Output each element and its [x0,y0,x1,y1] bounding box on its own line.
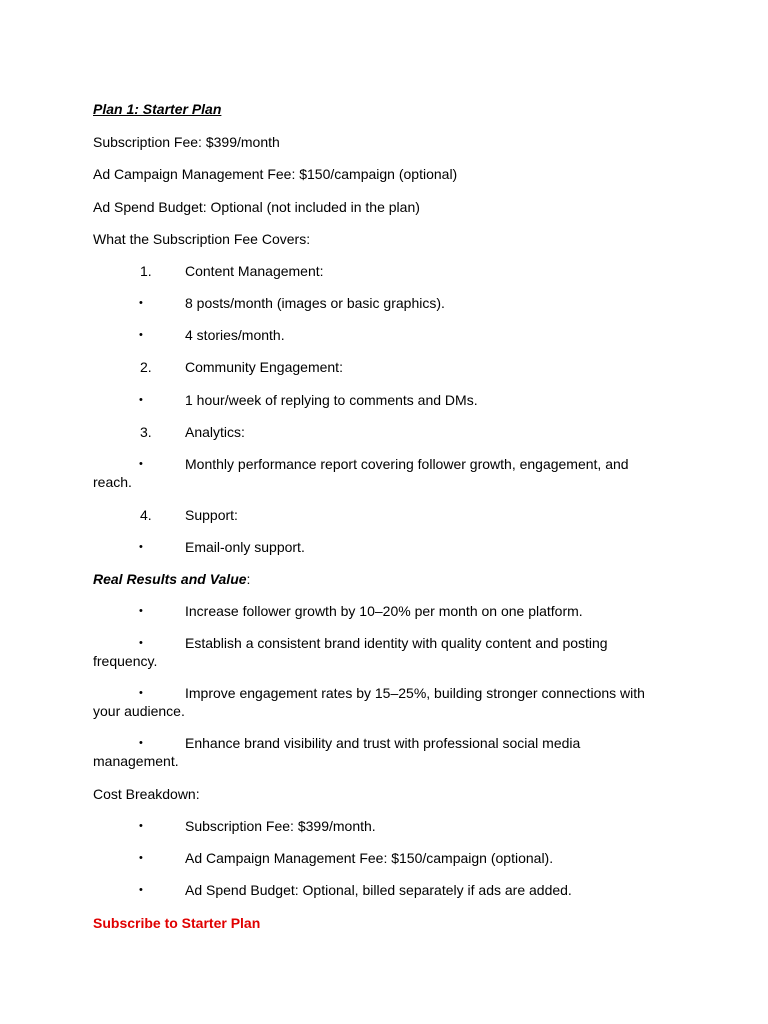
list-item-text: 1 hour/week of replying to comments and DMs. [185,392,478,408]
subscription-fee: Subscription Fee: $399/month [93,134,280,150]
list-item-text: Ad Spend Budget: Optional, billed separately if ads are added. [185,882,572,898]
list-item [93,734,663,770]
list-item-text: Improve engagement rates by 15–25%, building stronger connections with your audience. [93,685,645,719]
ad-campaign-fee: Ad Campaign Management Fee: $150/campaign (optional) [93,166,458,182]
list-item-text: Increase follower growth by 10–20% per month on one platform. [185,603,583,619]
bullet-icon: • [139,394,143,406]
list-label: Content Management: [185,263,324,279]
list-item-text: Enhance brand visibility and trust with professional social media management. [93,735,581,769]
list-label: Community Engagement: [185,359,343,375]
list-number: 3. [140,424,152,440]
list-item [93,634,663,670]
bullet-icon: • [139,737,143,749]
list-label: Analytics: [185,424,245,440]
subscribe-starter-plan-link[interactable]: Subscribe to Starter Plan [93,915,261,931]
list-number: 4. [140,507,152,523]
list-item [93,455,663,491]
bullet-icon: • [139,329,143,341]
bullet-icon: • [139,687,143,699]
list-label: Support: [185,507,238,523]
bullet-icon: • [139,458,143,470]
list-item-text: Establish a consistent brand identity with quality content and posting frequency. [93,635,608,669]
list-item [93,684,663,720]
bullet-icon: • [139,637,143,649]
list-item-text: Ad Campaign Management Fee: $150/campaign (optional). [185,850,554,866]
bullet-icon: • [139,852,143,864]
bullet-icon: • [139,884,143,896]
list-item-text: Email-only support. [185,539,305,555]
list-item-text: 4 stories/month. [185,327,285,343]
bullet-icon: • [139,605,143,617]
ad-spend-budget: Ad Spend Budget: Optional (not included in the plan) [93,199,420,215]
bullet-icon: • [139,297,143,309]
bullet-icon: • [139,541,143,553]
plan-title: Plan 1: Starter Plan [93,101,222,117]
covers-heading: What the Subscription Fee Covers: [93,231,311,247]
list-item-text: Subscription Fee: $399/month. [185,818,376,834]
list-number: 1. [140,263,152,279]
cost-heading: Cost Breakdown: [93,786,200,802]
results-heading [93,570,663,588]
results-heading-colon: : [246,571,251,587]
list-item-text: Monthly performance report covering follower growth, engagement, and reach. [93,456,629,490]
list-number: 2. [140,359,152,375]
bullet-icon: • [139,820,143,832]
list-item-text: 8 posts/month (images or basic graphics). [185,295,445,311]
results-heading-text: Real Results and Value [93,571,247,587]
